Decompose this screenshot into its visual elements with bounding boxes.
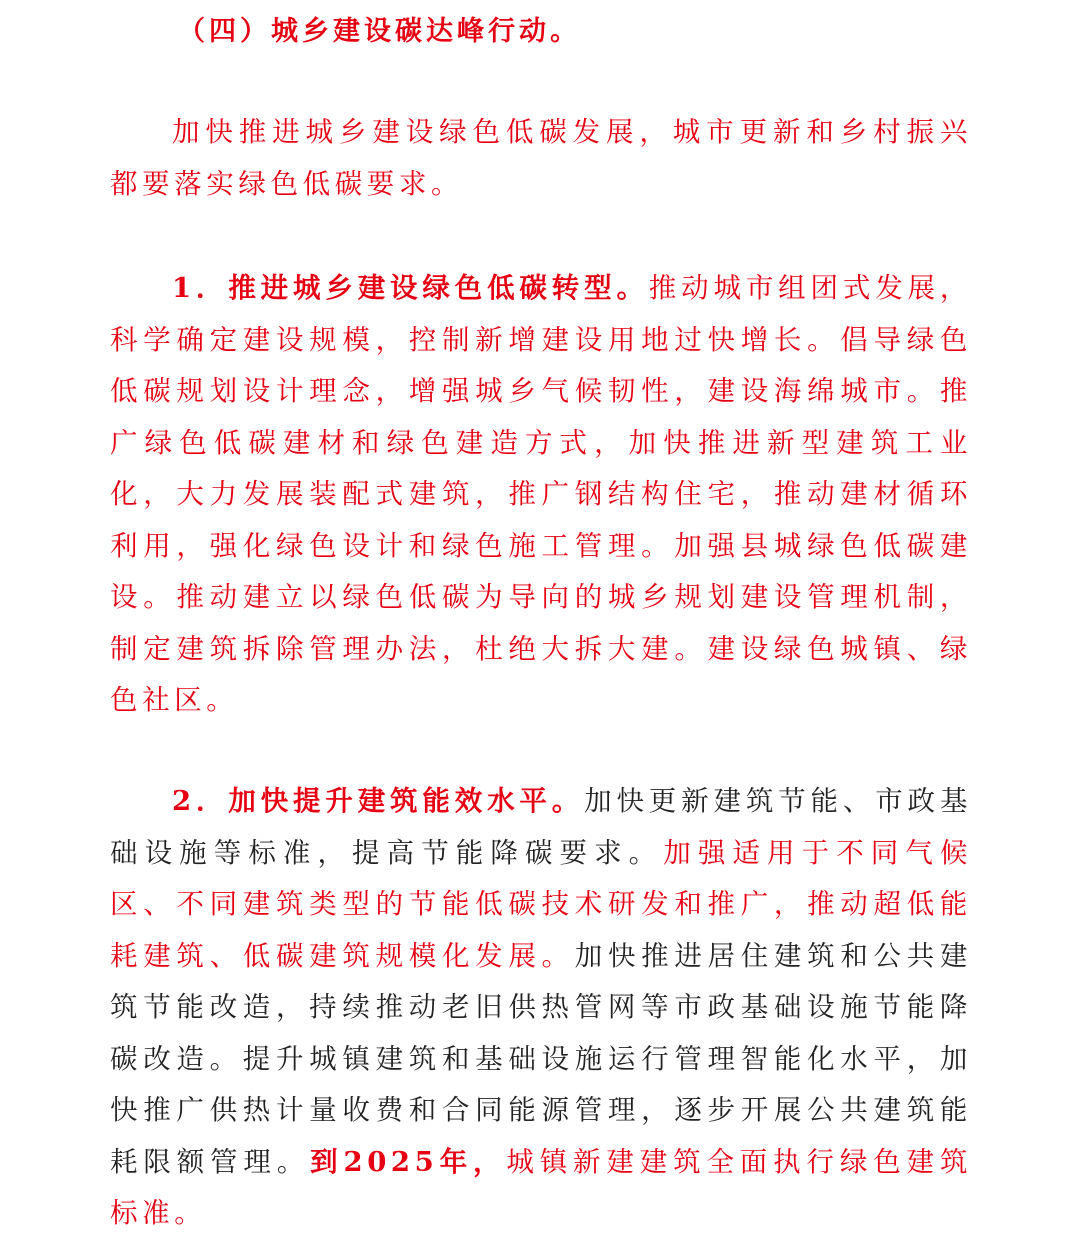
paragraph-2-seg2: 加强适用于不同气候区、不同建筑类型的节能低碳技术研发和推广，推动超低能耗建筑、低碳建筑规模化发展。 — [110, 836, 972, 972]
paragraph-2-title: 2．加快提升建筑能效水平。 — [172, 785, 585, 817]
paragraph-2-seg4: 城镇新建建筑全面执行绿色建筑标准。 — [110, 1145, 972, 1229]
paragraph-1-body: 推动城市组团式发展，科学确定建设规模，控制新增建设用地过快增长。倡导绿色低碳规划设计理念，增强城乡气候韧性，建设海绵城市。推广绿色低碳建材和绿色建造方式，加快推进新型建筑工业化，大力发展装配式建筑，推广钢结构住宅，推动建材循环利用，强化绿色设计和绿色施工管理。加强县城绿色低碳建设。推动建立以绿色低碳为导向的城乡规划建设管理机制，制定建筑拆除管理办法，杜绝大拆大建。建设绿色城镇、绿色社区。 — [110, 272, 972, 716]
paragraph-1-title: 1．推进城乡建设绿色低碳转型。 — [172, 272, 649, 304]
intro-paragraph — [110, 107, 972, 210]
paragraph-2 — [110, 776, 972, 1240]
paragraph-2-seg4-year: 到2025年， — [310, 1145, 507, 1178]
paragraph-2-seg3: 加快推进居住建筑和公共建筑节能改造，持续推动老旧供热管网等市政基础设施节能降碳改造。提升城镇建筑和基础设施运行管理智能化水平，加快推广供热计量收费和合同能源管理，逐步开展公共建筑能耗限额管理。 — [110, 939, 973, 1178]
section-heading: （四）城乡建设碳达峰行动。 — [178, 16, 581, 47]
paragraph-2-seg1: 加快更新建筑节能、市政基础设施等标准，提高节能降碳要求。 — [110, 785, 972, 869]
paragraph-1 — [110, 263, 972, 727]
intro-text: 加快推进城乡建设绿色低碳发展，城市更新和乡村振兴都要落实绿色低碳要求。 — [110, 116, 972, 200]
